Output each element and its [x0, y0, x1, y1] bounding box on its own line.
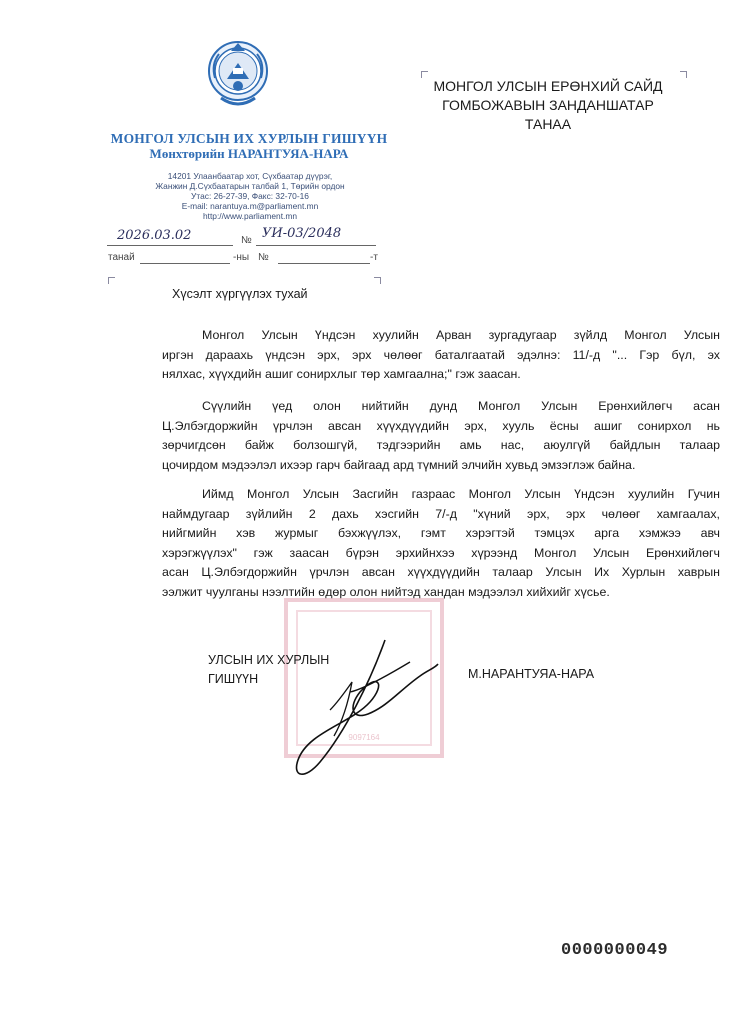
- paragraph-line: цочирдом мэдээлэл ихээр гарч байгаад ард түмний элчийн хувьд эмзэглэж байна.: [162, 457, 636, 472]
- number-handwritten: УИ-03/2048: [262, 226, 342, 241]
- number-underline: [256, 245, 376, 246]
- contact-address: 14201 Улаанбаатар хот, Сүхбаатар дүүрэг,: [167, 171, 333, 181]
- org-name: Мөнхтөрийн НАРАНТУЯА-НАРА: [149, 146, 349, 161]
- stamp-number: 9097164: [348, 733, 380, 742]
- ny-label: -ны: [233, 252, 250, 263]
- paragraph-1: [162, 326, 720, 385]
- tanai-underline: [140, 263, 230, 264]
- paragraph-3: [162, 485, 720, 602]
- document-number: 0000000049: [561, 941, 669, 960]
- contact-website: http://www.parliament.mn: [202, 211, 298, 221]
- paragraph-line: ээлжит чуулганы нээлтийн өдөр олон нийтэд хандан мэдээлэл хийхийг хүсье.: [162, 584, 610, 599]
- subject: Хүсэлт хүргүүлэх тухай: [172, 287, 308, 301]
- recipient-block: [413, 77, 683, 134]
- number-label-2: №: [258, 252, 269, 263]
- tanai-label: танай: [108, 252, 135, 263]
- paragraph-line: Иймд Монгол Улсын Засгийн газраас Монгол Улсын Үндсэн хуулийн Гучин: [202, 487, 720, 501]
- recipient-line: ТАНАА: [524, 116, 572, 132]
- recipient-line: МОНГОЛ УЛСЫН ЕРӨНХИЙ САЙД: [433, 78, 663, 94]
- reply-underline: [278, 263, 370, 264]
- number-label: №: [241, 235, 252, 246]
- date-handwritten: 2026.03.02: [117, 228, 192, 243]
- paragraph-line: нялхас, хүүхдийн ашиг сонирхлыг төр хамгаална;" гэж заасан.: [162, 367, 521, 381]
- state-emblem-icon: [207, 38, 269, 110]
- contact-phone: Утас: 26-27-39, Факс: 32-70-16: [191, 191, 309, 201]
- paragraph-line: хэрэгжүүлэх" гэж заасан бүрэн эрхийнхээ хүрээнд Монгол Улсын Ерөнхийлөгч: [162, 545, 720, 560]
- corner-mark: [108, 277, 115, 284]
- handwritten-signature: [290, 632, 440, 784]
- contact-email: E-mail: narantuya.m@parliament.mn: [181, 201, 319, 211]
- paragraph-line: Сүүлийн үед олон нийтийн дунд Монгол Улсын Ерөнхийлөгч асан: [202, 399, 720, 413]
- paragraph-line: наймдугаар зүйлийн 2 дахь хэсгийн 7/-д "хүний эрх, эрх чөлөөг хамгаалах,: [162, 506, 720, 521]
- signatory-name: М.НАРАНТУЯА-НАРА: [468, 667, 595, 681]
- paragraph-2: [162, 397, 720, 475]
- paragraph-line: Монгол Улсын Үндсэн хуулийн Арван зургадугаар зүйлд Монгол Улсын: [202, 328, 720, 342]
- corner-mark: [374, 277, 381, 284]
- paragraph-line: зөрчигдсөн байж болзошгүй, тэдгээрийн амь нас, аюулгүй байдлын талаар: [162, 438, 720, 452]
- signatory-title-line1: УЛСЫН ИХ ХУРЛЫН: [208, 653, 330, 667]
- recipient-line: ГОМБОЖАВЫН ЗАНДАНШАТАР: [442, 97, 654, 113]
- paragraph-line: иргэн дараахь үндсэн эрх, эрх чөлөөг баталгаатай эдэлнэ: 11/-д "... Гэр бүл, эх: [162, 347, 720, 362]
- org-title: МОНГОЛ УЛСЫН ИХ ХУРЛЫН ГИШҮҮН: [110, 131, 388, 146]
- contact-address-2: Жанжин Д.Сүхбаатарын талбай 1, Төрийн ордон: [155, 181, 345, 191]
- signatory-title-line2: ГИШҮҮН: [208, 672, 259, 686]
- paragraph-line: нийгмийн хэв журмыг бэхжүүлэх, гэмт хэрэгтэй тэмцэх арга хэмжээ авч: [162, 526, 720, 540]
- paragraph-line: Ц.Элбэгдоржийн үрчлэн авсан хүүхдүүдийн эрх, хууль ёсны ашиг сонирхол нь: [162, 418, 720, 433]
- t-label: -т: [370, 252, 378, 263]
- paragraph-line: асан Ц.Элбэгдоржийн үрчлэн авсан хүүхдүүдийн талаар Улсын Их Хурлын хаврын: [162, 565, 720, 579]
- date-underline: [107, 245, 233, 246]
